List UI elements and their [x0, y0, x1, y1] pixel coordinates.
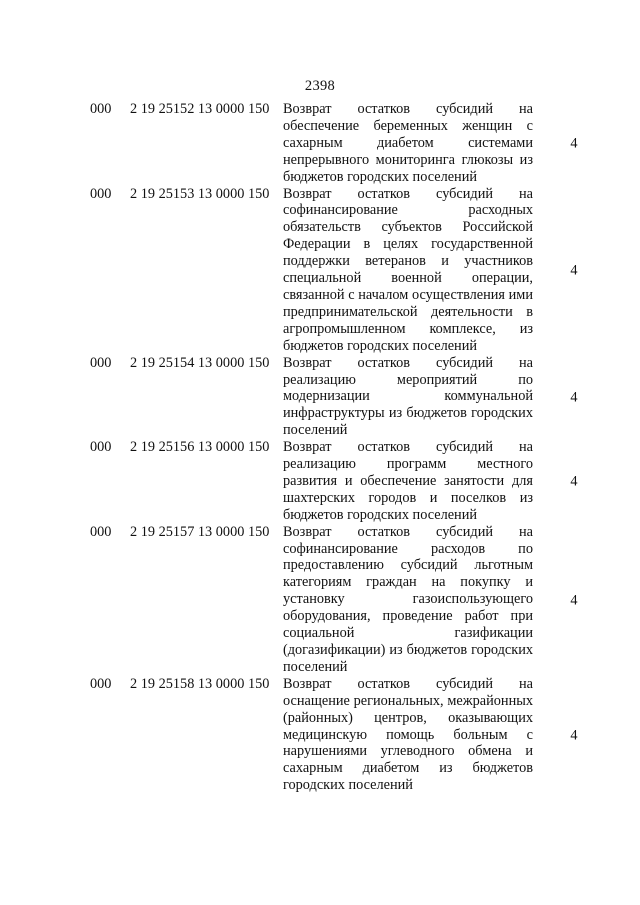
- kbk-code: 2 19 25152 13 0000 150: [130, 101, 270, 117]
- table-row: [0, 355, 640, 440]
- admin-code: 000: [90, 185, 112, 202]
- column-code: 4: [570, 727, 578, 744]
- kbk-code: 2 19 25153 13 0000 150: [130, 185, 270, 202]
- column-code: 4: [570, 389, 578, 406]
- column-code: 4: [570, 262, 578, 279]
- column-code: 4: [570, 473, 578, 490]
- budget-code-table: [0, 101, 640, 794]
- admin-code: 000: [90, 439, 112, 456]
- admin-code: 000: [90, 101, 112, 117]
- table-row: [0, 676, 640, 794]
- column-code: 4: [570, 592, 578, 609]
- page-number: 2398: [304, 78, 336, 94]
- admin-code: 000: [90, 354, 112, 371]
- admin-code: 000: [90, 523, 112, 540]
- table-row: [0, 101, 640, 186]
- entry-description: Возврат остатков субсидий на оснащение региональных, межрайонных (районных) центров, оказывающих медицинскую помощь больным с нарушениями углеводного обмена и сахарным диабетом из бюджетов городских поселений: [283, 675, 533, 794]
- entry-description: Возврат остатков субсидий на обеспечение беременных женщин с сахарным диабетом системами непрерывного мониторинга глюкозы из бюджетов городских поселений: [283, 101, 533, 185]
- entry-description: Возврат остатков субсидий на реализацию программ местного развития и обеспечение занятости для шахтерских городов и поселков из бюджетов городских поселений: [283, 439, 533, 523]
- admin-code: 000: [90, 675, 112, 692]
- column-code: 4: [570, 135, 578, 152]
- table-row: [0, 524, 640, 676]
- table-row: [0, 439, 640, 524]
- entry-description: Возврат остатков субсидий на реализацию мероприятий по модернизации коммунальной инфраструктуры из бюджетов городских поселений: [283, 354, 533, 439]
- kbk-code: 2 19 25156 13 0000 150: [130, 439, 270, 456]
- kbk-code: 2 19 25157 13 0000 150: [130, 523, 270, 540]
- entry-description: Возврат остатков субсидий на софинансирование расходных обязательств субъектов Российской Федерации в целях государственной поддержки ветеранов и участников специальной военной операции, связанной с началом осуществления ими предпринимательской деятельности в агропромышленном комплексе, из бюджетов городских поселений: [283, 185, 533, 354]
- table-row: [0, 186, 640, 355]
- kbk-code: 2 19 25158 13 0000 150: [130, 675, 270, 692]
- entry-description: Возврат остатков субсидий на софинансирование расходов по предоставлению субсидий льготным категориям граждан на покупку и установку газоиспользующего оборудования, проведение работ при социальной газификации (догазификации) из бюджетов городских поселений: [283, 523, 533, 675]
- kbk-code: 2 19 25154 13 0000 150: [130, 354, 270, 371]
